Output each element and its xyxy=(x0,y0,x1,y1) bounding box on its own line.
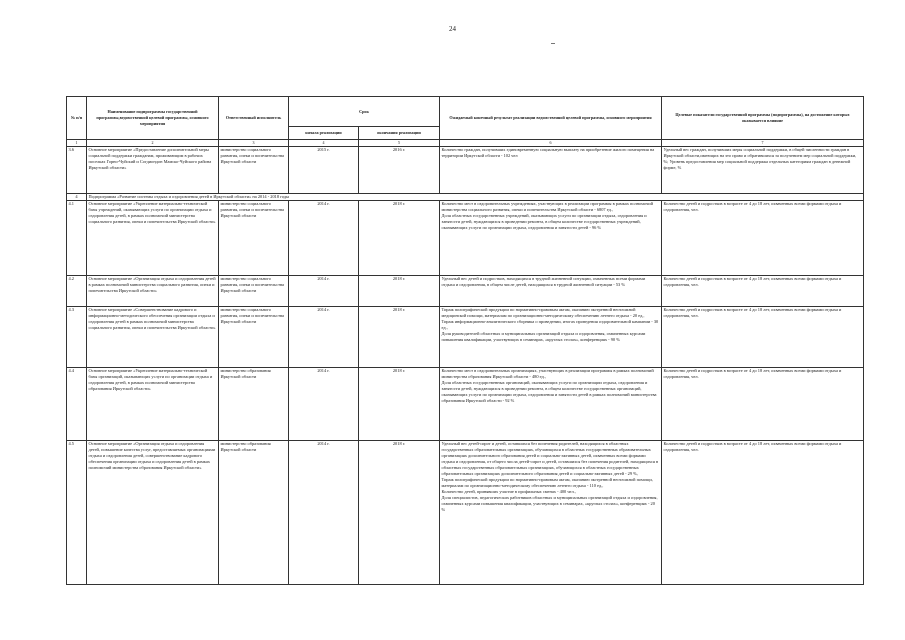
header-end: окончания реализации xyxy=(359,127,440,140)
header-name: Наименование подпрограммы государственной программы,ведомственной целевой программы, основного мероприятия xyxy=(87,97,219,140)
start-date: 2014 г. xyxy=(289,440,359,584)
header-term: Срок xyxy=(289,97,440,127)
column-index: 3 xyxy=(219,140,289,147)
header-row xyxy=(67,97,864,127)
responsible-executor: министерство социального развития, опеки и попечительства Иркутской области xyxy=(219,146,289,193)
target-indicators: Количество детей и подростков в возрасте от 4 до 18 лет, охваченных всеми формами отдыха и оздоровления, чел. xyxy=(662,200,864,275)
target-indicators: Количество детей и подростков в возрасте от 4 до 18 лет, охваченных всеми формами отдыха и оздоровления, чел. xyxy=(662,440,864,584)
end-date: 2018 г. xyxy=(359,306,440,367)
table-row xyxy=(67,275,864,306)
table-row xyxy=(67,200,864,275)
expected-result: Количество мест в оздоровительных организациях, участвующих в реализации программы в рамках полномочий министерства образования Иркутской области - 480 ед., Доля областных государственных организаций, оказывающих услуги по организации отдыха, оздоровления и занятости детей, нуждающихся в проведении ремонта, в общем количестве государственных организаций, оказывающих услуги по организации отдыха, оздоровления и занятости детей в рамках полномочий министерства образования Иркутской области - 92 % xyxy=(440,367,662,440)
header-target: Целевые показатели государственной программы (подпрограммы), на достижение которых оказывается влияние xyxy=(662,97,864,140)
activity-name: Основное мероприятие «Укрепление материально-технической базы организаций, оказывающих услуги по организации отдыха и оздоровления детей, в рамках полномочий министерства образования Иркутской области» xyxy=(87,367,219,440)
start-date: 2014 г. xyxy=(289,275,359,306)
responsible-executor: министерство образования Иркутской области xyxy=(219,440,289,584)
column-index: 4 xyxy=(289,140,359,147)
target-indicators: Количество детей и подростков в возрасте от 4 до 18 лет, охваченных всеми формами отдыха и оздоровления, чел. xyxy=(662,275,864,306)
subprogram-row xyxy=(67,193,864,200)
row-number: 4 xyxy=(67,193,87,200)
activity-name: Основное мероприятие «Укрепление материально-технической базы учреждений, оказывающих услуги по организации отдыха и оздоровления детей, в рамках полномочий министерства социального развития, опеки и попечительства Иркутской области» xyxy=(87,200,219,275)
header-result: Ожидаемый конечный результат реализации ведомственной целевой программы, основного мероприятия xyxy=(440,97,662,140)
expected-result: Количество граждан, получивших единовременную социальную выплату на приобретение жилого помещения на территории Иркутской области - 102 чел xyxy=(440,146,662,193)
end-date: 2018 г. xyxy=(359,275,440,306)
subprogram-title: Подпрограмма «Развитие системы отдыха и оздоровления детей в Иркутской области» на 2014 - 2018 годы xyxy=(87,193,864,200)
column-index: 7 xyxy=(662,140,864,147)
page-number: 24 xyxy=(449,25,456,33)
end-date: 2018 г. xyxy=(359,367,440,440)
header-start: начала реализации xyxy=(289,127,359,140)
row-number: 4.2 xyxy=(67,275,87,306)
table-row xyxy=(67,367,864,440)
row-number: 3.6 xyxy=(67,146,87,193)
row-number: 4.5 xyxy=(67,440,87,584)
column-index: 1 xyxy=(67,140,87,147)
activity-name: Основное мероприятие «Организация отдыха и оздоровления детей, повышение качества услуг, предоставляемых организациями отдыха и оздоровления детей, совершенствование кадрового обеспечения организации отдыха и оздоровления детей в рамках полномочий министерства образования Иркутской области» xyxy=(87,440,219,584)
responsible-executor: министерство социального развития, опеки и попечительства Иркутской области xyxy=(219,275,289,306)
column-index: 5 xyxy=(359,140,440,147)
target-indicators: Количество детей и подростков в возрасте от 4 до 18 лет, охваченных всеми формами отдыха и оздоровления, чел. xyxy=(662,367,864,440)
target-indicators: Количество детей и подростков в возрасте от 4 до 18 лет, охваченных всеми формами отдыха и оздоровления, чел. xyxy=(662,306,864,367)
responsible-executor: министерство социального развития, опеки и попечительства Иркутской области xyxy=(219,200,289,275)
start-date: 2015 г. xyxy=(289,146,359,193)
start-date: 2014 г. xyxy=(289,306,359,367)
start-date: 2014 г. xyxy=(289,367,359,440)
header-executor: Ответственный исполнитель xyxy=(219,97,289,140)
row-number: 4.1 xyxy=(67,200,87,275)
expected-result: Удельный вес детей и подростков, находящихся в трудной жизненной ситуации, охваченных всеми формами отдыха и оздоровления, в общем числе детей, находящихся в трудной жизненной ситуации - 53 % xyxy=(440,275,662,306)
responsible-executor: министерство социального развития, опеки и попечительства Иркутской области xyxy=(219,306,289,367)
column-index: 2 xyxy=(87,140,219,147)
end-date: 2016 г. xyxy=(359,146,440,193)
table-row xyxy=(67,440,864,584)
row-number: 4.4 xyxy=(67,367,87,440)
row-number: 4.3 xyxy=(67,306,87,367)
expected-result: Тираж полиграфической продукции по нормативно-правовым актам, оказанию экстренной неотложной медицинской помощи, материалам по организационно-методическому обеспечению летнего отдыха - 20 ед., Тираж информационно-аналитического сборника о проведении, итогах проведения оздоровительной кампании - 30 ед., Доля руководителей областных и муниципальных организаций отдыха и оздоровления, охваченных курсами повышения квалификации, участвующих в семинарах, «круглых столах», конференциях - 90 % xyxy=(440,306,662,367)
table-row xyxy=(67,146,864,193)
responsible-executor: министерство образования Иркутской области xyxy=(219,367,289,440)
page-mark xyxy=(551,43,555,44)
start-date: 2014 г. xyxy=(289,200,359,275)
expected-result: Количество мест в оздоровительных учреждениях, участвующих в реализации программы в рамках полномочий министерства социального развития, опеки и попечительства Иркутской области - 6807 ед., Доля областных государственных учреждений, оказывающих услуги по организации отдыха, оздоровления и занятости детей, нуждающихся в проведении ремонта, в общем количестве государственных учреждений, оказывающих услуги по организации отдыха, оздоровления и занятости детей - 96 % xyxy=(440,200,662,275)
end-date: 2018 г. xyxy=(359,440,440,584)
program-table xyxy=(66,96,864,585)
column-index: 6 xyxy=(440,140,662,147)
activity-name: Основное мероприятие «Предоставление дополнительной меры социальной поддержки гражданам, проживающим в рабочих поселках Горно-Чуйский и Согдиондон Мамско-Чуйского района Иркутской области» xyxy=(87,146,219,193)
table-row xyxy=(67,306,864,367)
header-number: № п/п xyxy=(67,97,87,140)
activity-name: Основное мероприятие «Организация отдыха и оздоровления детей в рамках полномочий министерства социального развития, опеки и попечительства Иркутской области» xyxy=(87,275,219,306)
target-indicators: Удельный вес граждан, получивших меры социальной поддержки, в общей численности граждан в Иркутской области,имеющих на это право и обратившихся за получением мер социальной поддержки, %; Уровень предоставления мер социальной поддержка отдельных категориям граждан в денежной форме, % xyxy=(662,146,864,193)
end-date: 2018 г. xyxy=(359,200,440,275)
activity-name: Основное мероприятие «Совершенствование кадрового и информационно-методического обеспечения организации отдыха и оздоровления детей в рамках полномочий министерства социального развития, опеки и попечительства Иркутской области» xyxy=(87,306,219,367)
expected-result: Удельный вес детей-сирот и детей, оставшихся без попечения родителей, находящихся в областных государственных образовательных организациях, обучающихся в областных государственных образовательных организациях дополнительного образования детей и социально-активных детей, охваченных всеми формами отдыха и оздоровления, от общего числа детей-сирот и детей, оставшихся без попечения родителей, находящихся в областных государственных образовательных организациях, обучающихся в областных государственных образовательных организациях дополнительного образования детей и социально-активных детей - 29 %, Тираж полиграфической продукции по нормативно-правовым актам, оказанию экстренной неотложной помощи, материалам по организационно-методическому обеспечению летнего отдыха - 110 ед., Количество детей, принявших участие в профильных сменах - 400 чел., Доля специалистов, педагогических работников областных и муниципальных организаций отдыха и оздоровления, охваченных курсами повышения квалификации, участвующих в семинарах, «круглых столах», конференциях - 20 % xyxy=(440,440,662,584)
